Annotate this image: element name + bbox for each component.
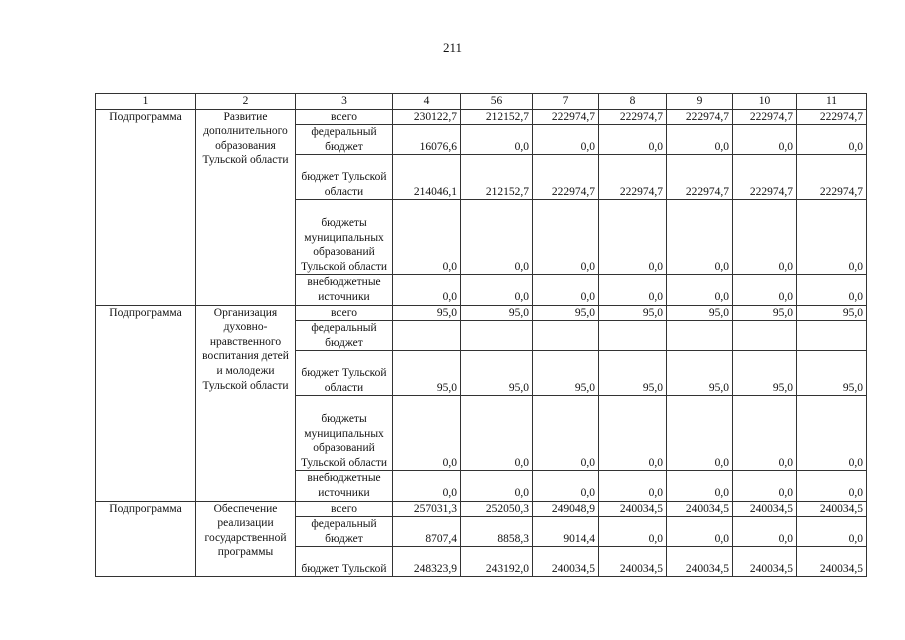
value-cell: 0,0 (667, 396, 733, 471)
funding-source: бюджеты муниципальных образований Тульской области (296, 396, 393, 471)
value-cell: 222974,7 (533, 109, 599, 125)
value-cell: 0,0 (733, 471, 797, 501)
value-cell: 240034,5 (733, 501, 797, 517)
value-cell: 0,0 (599, 517, 667, 547)
funding-source: внебюджетные источники (296, 471, 393, 501)
value-cell: 0,0 (533, 471, 599, 501)
value-cell: 0,0 (667, 275, 733, 305)
value-cell: 0,0 (393, 275, 461, 305)
value-cell: 214046,1 (393, 155, 461, 200)
value-cell (797, 321, 867, 351)
funding-source: федеральный бюджет (296, 321, 393, 351)
value-cell: 240034,5 (599, 547, 667, 577)
funding-source: всего (296, 109, 393, 125)
subprogram-name: Обеспечение реализации государственной программы (196, 501, 296, 577)
value-cell: 0,0 (599, 396, 667, 471)
value-cell: 0,0 (533, 200, 599, 275)
value-cell: 222974,7 (797, 155, 867, 200)
column-header: 9 (667, 94, 733, 110)
value-cell: 95,0 (797, 351, 867, 396)
column-header: 1 (96, 94, 196, 110)
value-cell: 16076,6 (393, 125, 461, 155)
value-cell: 95,0 (667, 305, 733, 321)
value-cell: 0,0 (797, 125, 867, 155)
column-header: 7 (533, 94, 599, 110)
value-cell: 0,0 (533, 396, 599, 471)
value-cell (667, 321, 733, 351)
value-cell: 222974,7 (733, 109, 797, 125)
value-cell: 0,0 (667, 200, 733, 275)
value-cell: 0,0 (733, 275, 797, 305)
value-cell (599, 321, 667, 351)
funding-source: федеральный бюджет (296, 517, 393, 547)
value-cell: 95,0 (599, 351, 667, 396)
page-number: 211 (442, 40, 463, 55)
subprogram-type: Подпрограмма (96, 501, 196, 577)
value-cell: 222974,7 (599, 109, 667, 125)
value-cell: 95,0 (393, 351, 461, 396)
value-cell: 212152,7 (461, 109, 533, 125)
column-header: 56 (461, 94, 533, 110)
value-cell: 0,0 (797, 517, 867, 547)
value-cell: 0,0 (667, 125, 733, 155)
value-cell: 95,0 (461, 351, 533, 396)
value-cell (461, 321, 533, 351)
value-cell: 0,0 (599, 200, 667, 275)
value-cell: 0,0 (667, 517, 733, 547)
column-header: 8 (599, 94, 667, 110)
value-cell: 0,0 (461, 471, 533, 501)
value-cell: 222974,7 (533, 155, 599, 200)
subprogram-name: Организация духовно-нравственного воспитания детей и молодежи Тульской области (196, 305, 296, 501)
value-cell: 95,0 (533, 351, 599, 396)
value-cell: 257031,3 (393, 501, 461, 517)
value-cell: 0,0 (599, 471, 667, 501)
value-cell: 0,0 (733, 125, 797, 155)
value-cell: 0,0 (393, 396, 461, 471)
subprogram-type: Подпрограмма (96, 109, 196, 305)
value-cell: 252050,3 (461, 501, 533, 517)
value-cell: 0,0 (797, 200, 867, 275)
value-cell: 212152,7 (461, 155, 533, 200)
value-cell: 0,0 (599, 125, 667, 155)
funding-source: бюджеты муниципальных образований Тульской области (296, 200, 393, 275)
value-cell: 240034,5 (733, 547, 797, 577)
column-header: 11 (797, 94, 867, 110)
funding-source: внебюджетные источники (296, 275, 393, 305)
value-cell: 0,0 (461, 275, 533, 305)
value-cell: 9014,4 (533, 517, 599, 547)
column-header: 10 (733, 94, 797, 110)
value-cell: 8707,4 (393, 517, 461, 547)
value-cell: 0,0 (393, 471, 461, 501)
funding-source: бюджет Тульской области (296, 351, 393, 396)
value-cell: 8858,3 (461, 517, 533, 547)
subprogram-name: Развитие дополнительного образования Тульской области (196, 109, 296, 305)
value-cell: 240034,5 (533, 547, 599, 577)
value-cell: 248323,9 (393, 547, 461, 577)
value-cell: 243192,0 (461, 547, 533, 577)
value-cell: 240034,5 (599, 501, 667, 517)
value-cell: 95,0 (599, 305, 667, 321)
budget-table (95, 93, 867, 577)
value-cell: 0,0 (461, 396, 533, 471)
column-header: 3 (296, 94, 393, 110)
subprogram-type: Подпрограмма (96, 305, 196, 501)
value-cell: 95,0 (393, 305, 461, 321)
table-row (96, 305, 867, 321)
table-row (96, 109, 867, 125)
funding-source: всего (296, 305, 393, 321)
value-cell (393, 321, 461, 351)
column-header: 2 (196, 94, 296, 110)
value-cell: 249048,9 (533, 501, 599, 517)
value-cell: 95,0 (733, 305, 797, 321)
value-cell: 95,0 (533, 305, 599, 321)
funding-source: федеральный бюджет (296, 125, 393, 155)
value-cell (733, 321, 797, 351)
value-cell: 240034,5 (667, 501, 733, 517)
value-cell: 222974,7 (667, 109, 733, 125)
value-cell: 0,0 (533, 125, 599, 155)
value-cell (533, 321, 599, 351)
value-cell: 0,0 (797, 396, 867, 471)
value-cell: 95,0 (733, 351, 797, 396)
value-cell: 0,0 (797, 275, 867, 305)
value-cell: 0,0 (667, 471, 733, 501)
value-cell: 240034,5 (667, 547, 733, 577)
value-cell: 0,0 (393, 200, 461, 275)
value-cell: 0,0 (461, 125, 533, 155)
value-cell: 0,0 (461, 200, 533, 275)
value-cell: 0,0 (797, 471, 867, 501)
value-cell: 0,0 (733, 396, 797, 471)
funding-source: всего (296, 501, 393, 517)
value-cell: 0,0 (733, 517, 797, 547)
value-cell: 0,0 (733, 200, 797, 275)
value-cell: 240034,5 (797, 501, 867, 517)
value-cell: 222974,7 (733, 155, 797, 200)
value-cell: 222974,7 (667, 155, 733, 200)
value-cell: 222974,7 (797, 109, 867, 125)
column-header: 4 (393, 94, 461, 110)
header-row (96, 94, 867, 110)
value-cell: 95,0 (667, 351, 733, 396)
value-cell: 240034,5 (797, 547, 867, 577)
value-cell: 95,0 (461, 305, 533, 321)
funding-source: бюджет Тульской области (296, 155, 393, 200)
table-row (96, 501, 867, 517)
value-cell: 222974,7 (599, 155, 667, 200)
value-cell: 0,0 (533, 275, 599, 305)
value-cell: 95,0 (797, 305, 867, 321)
value-cell: 0,0 (599, 275, 667, 305)
value-cell: 230122,7 (393, 109, 461, 125)
funding-source: бюджет Тульской (296, 547, 393, 577)
